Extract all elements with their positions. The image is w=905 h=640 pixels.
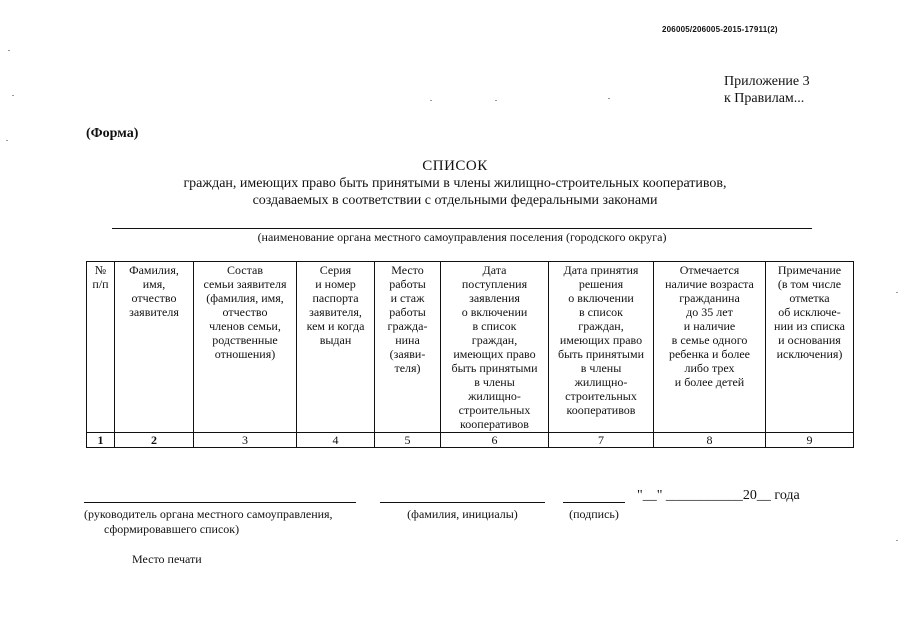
table-header-row	[87, 262, 854, 433]
column-number: 9	[766, 433, 854, 448]
header-cell-name: Фамилия, имя, отчество заявителя	[115, 262, 194, 433]
org-name-caption: (наименование органа местного самоуправления поселения (городского округа)	[257, 230, 667, 244]
column-number: 1	[87, 433, 115, 448]
form-label: (Форма)	[86, 126, 139, 141]
header-cell-workplace: Место работы и стаж работы гражда- нина (заяви- теля)	[375, 262, 441, 433]
appendix-line-1: Приложение 3	[724, 74, 810, 89]
stamp-label: Место печати	[132, 552, 202, 566]
appendix-reference	[724, 73, 810, 107]
header-cell-number: № п/п	[87, 262, 115, 433]
header-cell-passport: Серия и номер паспорта заявителя, кем и когда выдан	[297, 262, 375, 433]
column-number: 4	[297, 433, 375, 448]
appendix-line-2: к Правилам...	[724, 91, 805, 106]
scan-speck	[8, 50, 10, 51]
title-line-2: граждан, имеющих право быть принятыми в члены жилищно-строительных кооперативов,	[183, 176, 727, 191]
org-name-line	[112, 228, 812, 229]
column-number: 3	[194, 433, 297, 448]
sign-line	[563, 502, 625, 503]
header-cell-application-date: Дата поступления заявления о включении в список граждан, имеющих право быть принятыми в члены жилищно- строительных кооперативов	[441, 262, 549, 433]
column-number: 5	[375, 433, 441, 448]
column-number: 6	[441, 433, 549, 448]
scan-speck	[896, 540, 898, 541]
head-caption	[84, 507, 333, 537]
name-signature-line	[380, 502, 545, 503]
scan-speck	[896, 292, 898, 293]
column-number: 8	[654, 433, 766, 448]
column-number: 2	[115, 433, 194, 448]
title-heading: СПИСОК	[422, 158, 488, 174]
title-line-3: создаваемых в соответствии с отдельными федеральными законами	[252, 193, 658, 208]
scan-speck	[608, 98, 610, 99]
head-caption-line-1: (руководитель органа местного самоуправления,	[84, 507, 333, 521]
sign-caption: (подпись)	[569, 507, 619, 521]
column-number-row	[87, 433, 854, 448]
document-title	[130, 158, 780, 209]
header-cell-decision-date: Дата принятия решения о включении в список граждан, имеющих право быть принятыми в члены жилищно- строительных кооперативов	[549, 262, 654, 433]
document-number: 206005/206005-2015-17911(2)	[662, 25, 778, 34]
date-field: "__" ___________20__ года	[637, 488, 800, 503]
scan-speck	[12, 95, 14, 96]
scan-speck	[495, 100, 497, 101]
head-signature-line	[84, 502, 356, 503]
header-cell-notes: Примечание (в том числе отметка об исключе- нии из списка и основания исключения)	[766, 262, 854, 433]
scan-speck	[6, 140, 8, 141]
header-cell-family: Состав семьи заявителя (фамилия, имя, отчество членов семьи, родственные отношения)	[194, 262, 297, 433]
column-number: 7	[549, 433, 654, 448]
header-cell-age-children: Отмечается наличие возраста гражданина до 35 лет и наличие в семье одного ребенка и более либо трех и более детей	[654, 262, 766, 433]
scan-speck	[430, 100, 432, 101]
citizens-list-table	[86, 261, 854, 448]
head-caption-line-2: сформировавшего список)	[104, 522, 240, 536]
name-caption: (фамилия, инициалы)	[407, 507, 518, 521]
